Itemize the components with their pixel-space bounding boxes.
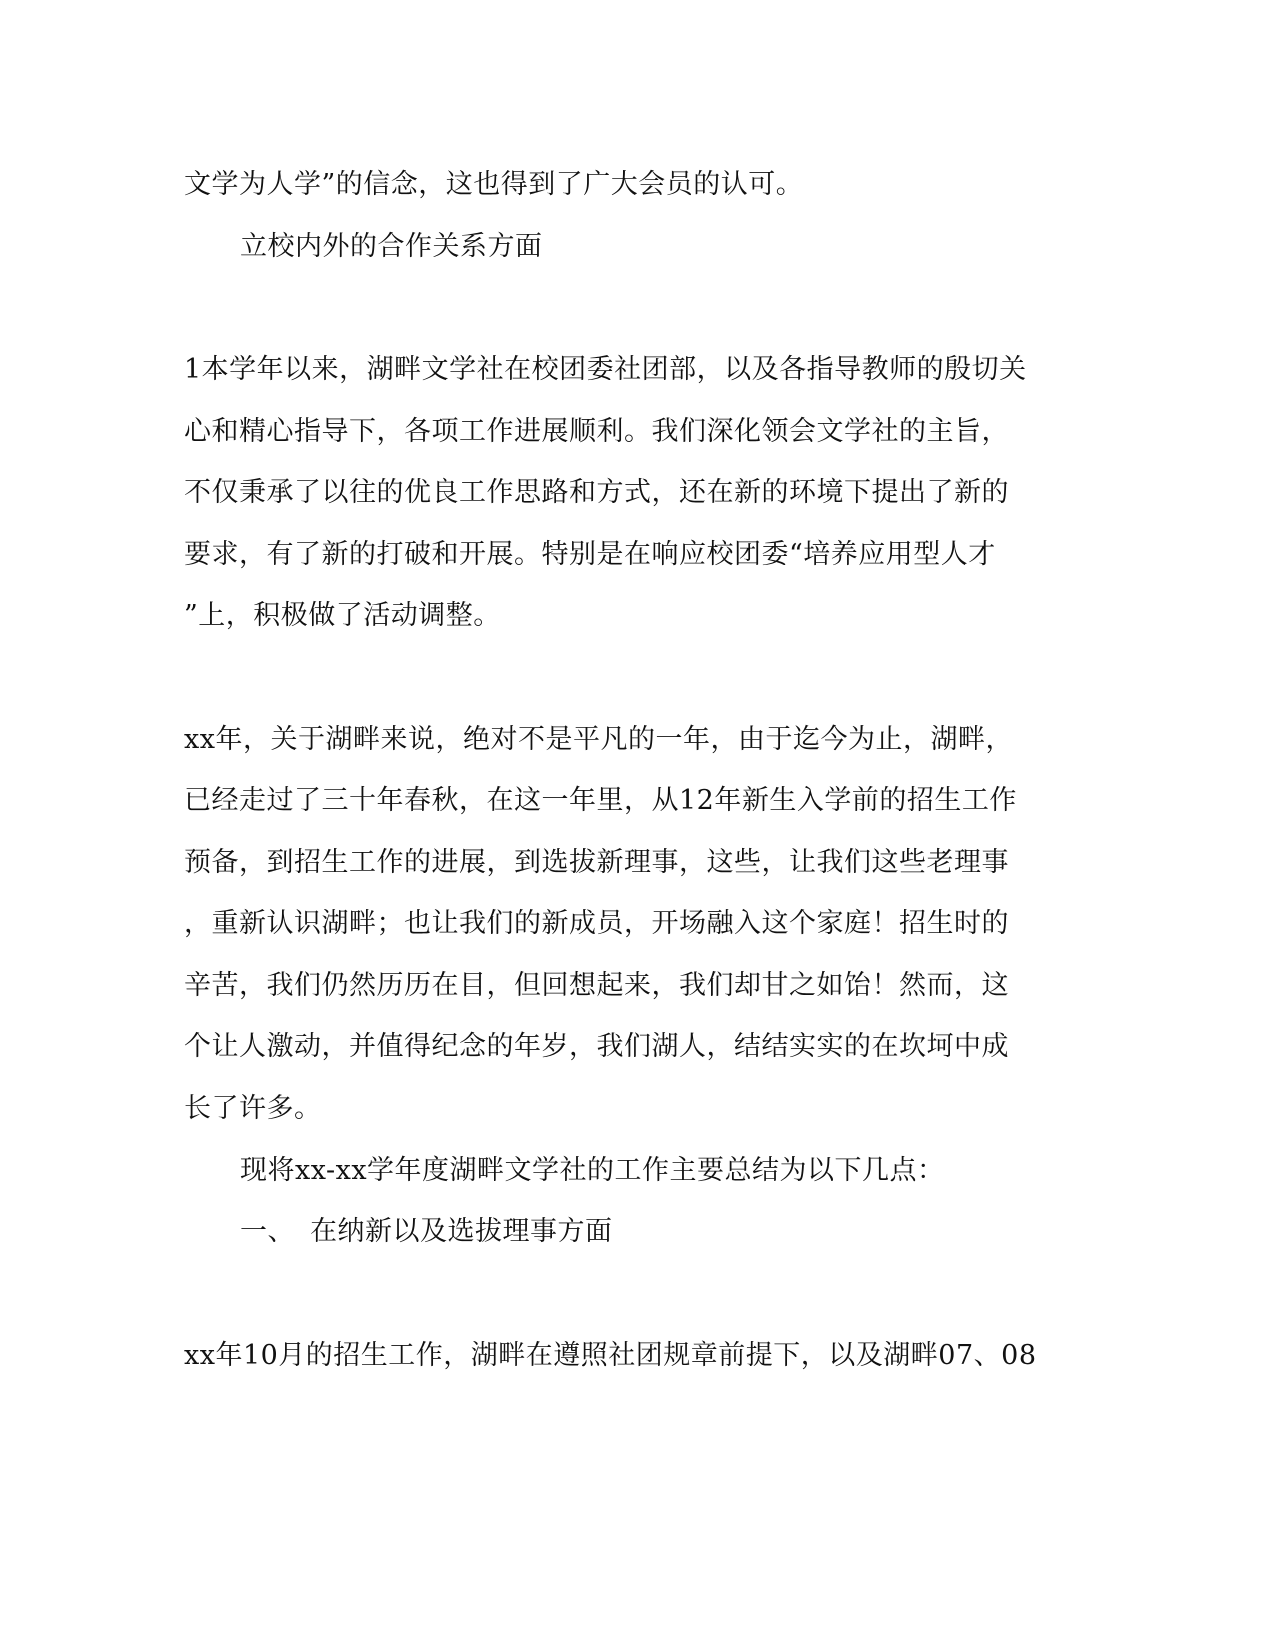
paragraph-line: 不仅秉承了以往的优良工作思路和方式，还在新的环境下提出了新的 bbox=[184, 477, 1009, 508]
section-title: 在纳新以及选拔理事方面 bbox=[310, 1216, 613, 1247]
section-number: 一、 bbox=[240, 1216, 295, 1247]
paragraph-line: 预备，到招生工作的进展，到选拔新理事，这些，让我们这些老理事 bbox=[184, 847, 1009, 878]
paragraph-line: 长了许多。 bbox=[184, 1093, 322, 1124]
paragraph-line: 已经走过了三十年春秋，在这一年里，从12年新生入学前的招生工作 bbox=[184, 785, 1017, 816]
section-heading: 立校内外的合作关系方面 bbox=[240, 231, 543, 262]
paragraph-line: xx年10月的招生工作，湖畔在遵照社团规章前提下，以及湖畔07、08 bbox=[184, 1340, 1037, 1371]
paragraph-line: 个让人激动，并值得纪念的年岁，我们湖人，结结实实的在坎坷中成 bbox=[184, 1031, 1009, 1062]
paragraph-line: ，重新认识湖畔；也让我们的新成员，开场融入这个家庭！招生时的 bbox=[184, 908, 1009, 939]
paragraph-line: 心和精心指导下，各项工作进展顺利。我们深化领会文学社的主旨， bbox=[184, 416, 1009, 447]
section-one-heading bbox=[240, 1214, 613, 1250]
paragraph-line: 要求，有了新的打破和开展。特别是在响应校团委“培养应用型人才 bbox=[184, 539, 996, 570]
paragraph-line: 辛苦，我们仍然历历在目，但回想起来，我们却甘之如饴！然而，这 bbox=[184, 970, 1009, 1001]
paragraph-line: xx年，关于湖畔来说，绝对不是平凡的一年，由于迄今为止，湖畔， bbox=[184, 724, 1013, 755]
paragraph-line: 1本学年以来，湖畔文学社在校团委社团部，以及各指导教师的殷切关 bbox=[184, 354, 1027, 385]
paragraph-line: ”上，积极做了活动调整。 bbox=[184, 600, 501, 631]
paragraph-line: 文学为人学”的信念，这也得到了广大会员的认可。 bbox=[184, 169, 804, 200]
summary-intro: 现将xx-xx学年度湖畔文学社的工作主要总结为以下几点： bbox=[240, 1155, 945, 1186]
